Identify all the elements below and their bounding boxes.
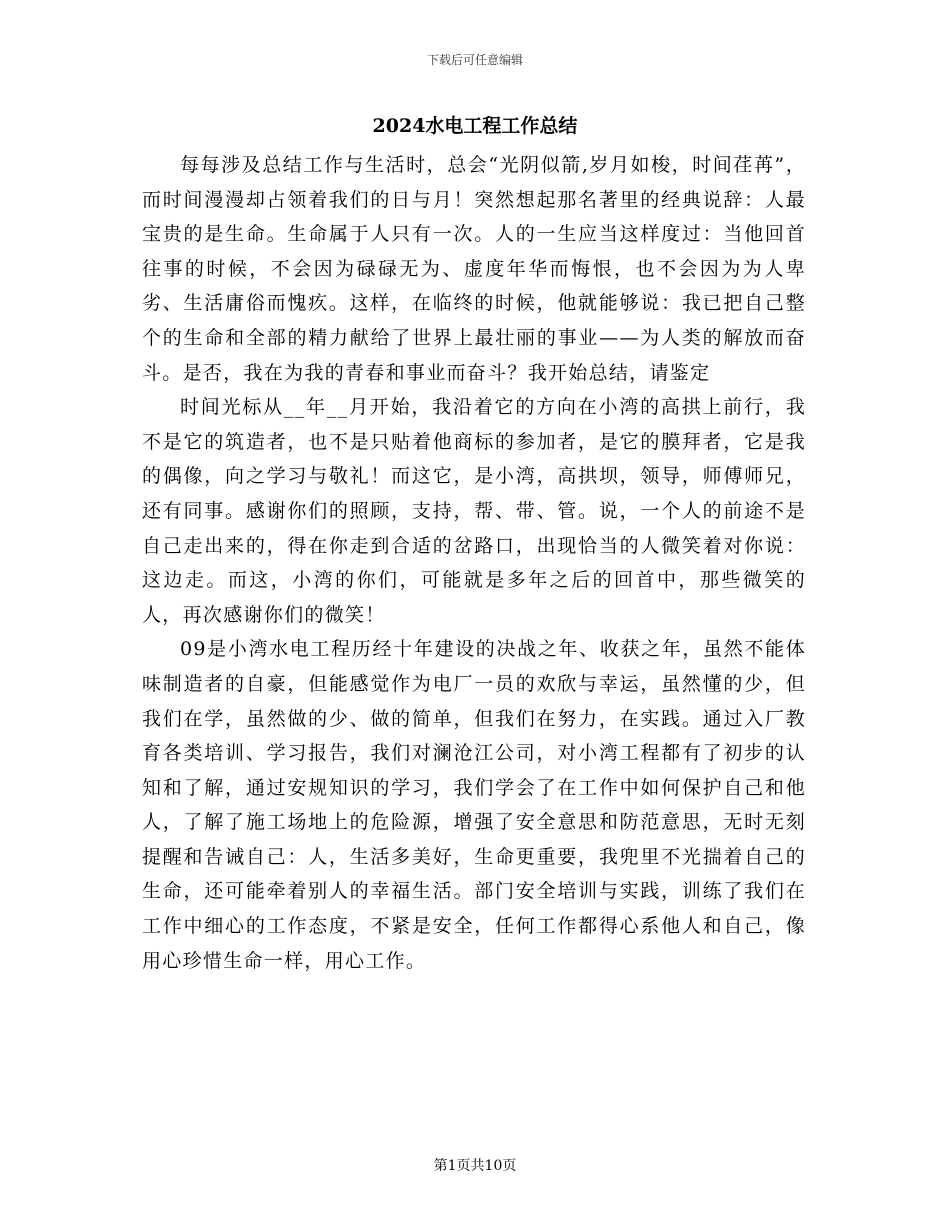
page-number-footer: 第1页共10页 [433, 1158, 517, 1174]
document-body [142, 148, 806, 978]
paragraph-1: 每每涉及总结工作与生活时，总会“光阴似箭,岁月如梭，时间荏苒”，而时间漫漫却占领着我们的日与月！突然想起那名著里的经典说辞：人最宝贵的是生命。生命属于人只有一次。人的一生应当这样度过：当他回首往事的时候，不会因为碌碌无为、虚度年华而悔恨，也不会因为为人卑劣、生活庸俗而愧疚。这样，在临终的时候，他就能够说：我已把自己整个的生命和全部的精力献给了世界上最壮丽的事业——为人类的解放而奋斗。是否，我在为我的青春和事业而奋斗？我开始总结，请鉴定 [142, 154, 806, 384]
paragraph-3: 09是小湾水电工程历经十年建设的决战之年、收获之年，虽然不能体味制造者的自豪，但能感觉作为电厂一员的欢欣与幸运，虽然懂的少，但我们在学，虽然做的少、做的简单，但我们在努力，在实践。通过入厂教育各类培训、学习报告，我们对澜沧江公司，对小湾工程都有了初步的认知和了解，通过安规知识的学习，我们学会了在工作中如何保护自己和他人，了解了施工场地上的危险源，增强了安全意思和防范意思，无时无刻提醒和告诫自己：人，生活多美好，生命更重要，我兜里不光揣着自己的生命，还可能牵着别人的幸福生活。部门安全培训与实践，训练了我们在工作中细心的工作态度，不紧是安全，任何工作都得心系他人和自己，像用心珍惜生命一样，用心工作。 [142, 638, 806, 972]
document-title: 2024水电工程工作总结 [372, 115, 578, 137]
page-header: 下载后可任意编辑 [426, 53, 523, 67]
paragraph-2: 时间光标从__年__月开始，我沿着它的方向在小湾的高拱上前行，我不是它的筑造者，也不是只贴着他商标的参加者，是它的膜拜者，它是我的偶像，向之学习与敬礼！而这它，是小湾，高拱坝，领导，师傅师兄，还有同事。感谢你们的照顾，支持，帮、带、管。说，一个人的前途不是自己走出来的，得在你走到合适的岔路口，出现恰当的人微笑着对你说：这边走。而这，小湾的你们，可能就是多年之后的回首中，那些微笑的人，再次感谢你们的微笑！ [142, 396, 806, 626]
